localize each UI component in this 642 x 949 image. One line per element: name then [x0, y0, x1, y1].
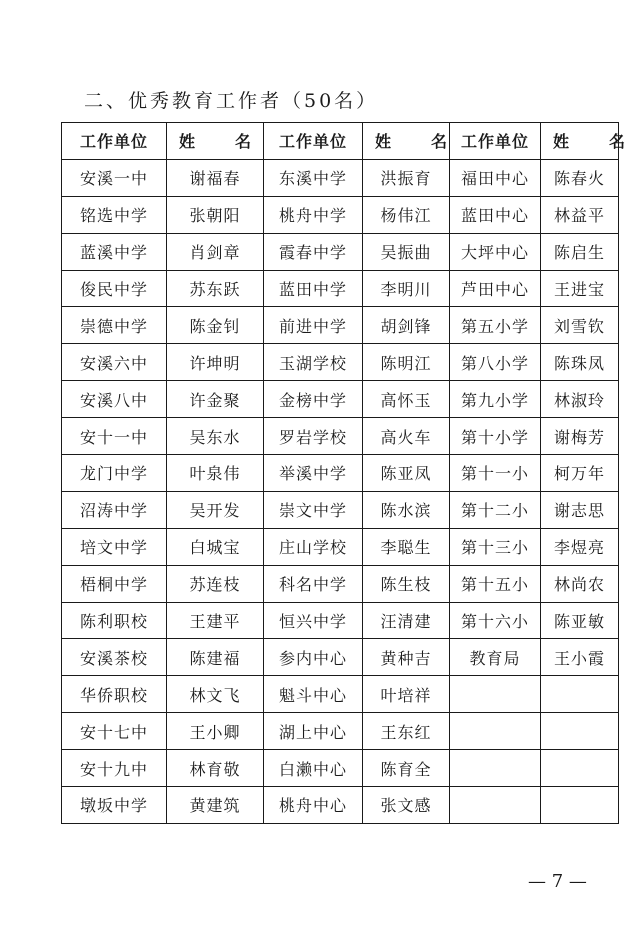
person-name-cell: 吴东水	[167, 418, 264, 455]
person-name-cell: 李煜亮	[541, 528, 619, 565]
person-name-cell: 陈水滨	[363, 491, 450, 528]
person-name-cell	[541, 750, 619, 787]
work-unit-cell: 第十五小	[450, 565, 541, 602]
work-unit-cell: 安十一中	[62, 418, 167, 455]
work-unit-cell: 参内中心	[264, 639, 363, 676]
person-name-cell: 张朝阳	[167, 196, 264, 233]
work-unit-cell: 崇文中学	[264, 491, 363, 528]
person-name-cell: 王进宝	[541, 270, 619, 307]
work-unit-cell: 芦田中心	[450, 270, 541, 307]
person-name-cell: 陈启生	[541, 233, 619, 270]
column-header-unit: 工作单位	[264, 123, 363, 160]
work-unit-cell: 福田中心	[450, 159, 541, 196]
work-unit-cell: 教育局	[450, 639, 541, 676]
work-unit-cell: 龙门中学	[62, 455, 167, 492]
person-name-cell: 王建平	[167, 602, 264, 639]
column-header-name: 姓 名	[167, 123, 264, 160]
person-name-cell: 林文飞	[167, 676, 264, 713]
table-row	[62, 159, 619, 196]
person-name-cell: 许坤明	[167, 344, 264, 381]
person-name-cell: 苏东跃	[167, 270, 264, 307]
column-header-name: 姓 名	[541, 123, 619, 160]
column-header-unit: 工作单位	[450, 123, 541, 160]
work-unit-cell: 桃舟中心	[264, 787, 363, 824]
award-table	[61, 122, 638, 824]
column-header-name: 姓 名	[363, 123, 450, 160]
work-unit-cell: 第十一小	[450, 455, 541, 492]
person-name-cell: 陈亚凤	[363, 455, 450, 492]
work-unit-cell: 安溪八中	[62, 381, 167, 418]
person-name-cell: 黄种吉	[363, 639, 450, 676]
person-name-cell: 王东红	[363, 713, 450, 750]
work-unit-cell	[450, 713, 541, 750]
person-name-cell: 林益平	[541, 196, 619, 233]
table-row	[62, 713, 619, 750]
table-row	[62, 639, 619, 676]
person-name-cell: 林育敬	[167, 750, 264, 787]
table-row	[62, 750, 619, 787]
work-unit-cell: 安十九中	[62, 750, 167, 787]
person-name-cell: 柯万年	[541, 455, 619, 492]
work-unit-cell: 蓝田中心	[450, 196, 541, 233]
work-unit-cell: 蓝田中学	[264, 270, 363, 307]
work-unit-cell: 墩坂中学	[62, 787, 167, 824]
work-unit-cell: 沼涛中学	[62, 491, 167, 528]
work-unit-cell: 庄山学校	[264, 528, 363, 565]
person-name-cell	[541, 676, 619, 713]
person-name-cell: 陈明江	[363, 344, 450, 381]
person-name-cell: 王小霞	[541, 639, 619, 676]
column-header-unit: 工作单位	[62, 123, 167, 160]
work-unit-cell: 第十小学	[450, 418, 541, 455]
work-unit-cell: 第十三小	[450, 528, 541, 565]
work-unit-cell: 前进中学	[264, 307, 363, 344]
person-name-cell: 陈建福	[167, 639, 264, 676]
work-unit-cell: 霞春中学	[264, 233, 363, 270]
person-name-cell: 陈育全	[363, 750, 450, 787]
work-unit-cell: 罗岩学校	[264, 418, 363, 455]
work-unit-cell: 第十二小	[450, 491, 541, 528]
work-unit-cell: 陈利职校	[62, 602, 167, 639]
person-name-cell: 洪振育	[363, 159, 450, 196]
person-name-cell: 高火车	[363, 418, 450, 455]
table-row	[62, 270, 619, 307]
table-row	[62, 676, 619, 713]
person-name-cell: 陈珠凤	[541, 344, 619, 381]
work-unit-cell: 第五小学	[450, 307, 541, 344]
table-row	[62, 565, 619, 602]
person-name-cell: 苏连枝	[167, 565, 264, 602]
work-unit-cell: 大坪中心	[450, 233, 541, 270]
table-header-row	[62, 123, 619, 160]
page-number: — 7 —	[528, 871, 587, 892]
person-name-cell: 黄建筑	[167, 787, 264, 824]
work-unit-cell: 科名中学	[264, 565, 363, 602]
table-row	[62, 381, 619, 418]
person-name-cell: 李明川	[363, 270, 450, 307]
work-unit-cell: 梧桐中学	[62, 565, 167, 602]
person-name-cell: 王小卿	[167, 713, 264, 750]
work-unit-cell: 举溪中学	[264, 455, 363, 492]
person-name-cell: 杨伟江	[363, 196, 450, 233]
work-unit-cell: 恒兴中学	[264, 602, 363, 639]
person-name-cell: 刘雪钦	[541, 307, 619, 344]
person-name-cell	[541, 713, 619, 750]
work-unit-cell: 东溪中学	[264, 159, 363, 196]
person-name-cell: 高怀玉	[363, 381, 450, 418]
work-unit-cell: 安溪茶校	[62, 639, 167, 676]
work-unit-cell: 蓝溪中学	[62, 233, 167, 270]
section-heading: 二、优秀教育工作者（50名）	[84, 90, 379, 112]
person-name-cell: 陈春火	[541, 159, 619, 196]
work-unit-cell: 安溪一中	[62, 159, 167, 196]
work-unit-cell: 第八小学	[450, 344, 541, 381]
work-unit-cell: 金榜中学	[264, 381, 363, 418]
person-name-cell: 陈金钊	[167, 307, 264, 344]
table-body	[62, 159, 619, 823]
person-name-cell: 李聪生	[363, 528, 450, 565]
work-unit-cell: 魁斗中心	[264, 676, 363, 713]
person-name-cell: 谢梅芳	[541, 418, 619, 455]
person-name-cell: 陈生枝	[363, 565, 450, 602]
person-name-cell: 吴开发	[167, 491, 264, 528]
work-unit-cell: 湖上中心	[264, 713, 363, 750]
person-name-cell: 林尚农	[541, 565, 619, 602]
table-row	[62, 491, 619, 528]
work-unit-cell: 第九小学	[450, 381, 541, 418]
person-name-cell: 吴振曲	[363, 233, 450, 270]
table-row	[62, 344, 619, 381]
person-name-cell: 谢志思	[541, 491, 619, 528]
person-name-cell: 叶培祥	[363, 676, 450, 713]
table-row	[62, 528, 619, 565]
person-name-cell: 汪清建	[363, 602, 450, 639]
work-unit-cell: 崇德中学	[62, 307, 167, 344]
person-name-cell: 叶泉伟	[167, 455, 264, 492]
person-name-cell: 谢福春	[167, 159, 264, 196]
work-unit-cell: 玉湖学校	[264, 344, 363, 381]
table-row	[62, 418, 619, 455]
person-name-cell: 白城宝	[167, 528, 264, 565]
work-unit-cell: 安溪六中	[62, 344, 167, 381]
work-unit-cell	[450, 787, 541, 824]
work-unit-cell: 桃舟中学	[264, 196, 363, 233]
person-name-cell: 张文感	[363, 787, 450, 824]
person-name-cell: 许金聚	[167, 381, 264, 418]
person-name-cell: 陈亚敏	[541, 602, 619, 639]
work-unit-cell: 铭选中学	[62, 196, 167, 233]
person-name-cell: 林淑玲	[541, 381, 619, 418]
person-name-cell	[541, 787, 619, 824]
person-name-cell: 胡剑锋	[363, 307, 450, 344]
work-unit-cell: 华侨职校	[62, 676, 167, 713]
person-name-cell: 肖剑章	[167, 233, 264, 270]
work-unit-cell: 第十六小	[450, 602, 541, 639]
work-unit-cell: 俊民中学	[62, 270, 167, 307]
work-unit-cell: 白濑中心	[264, 750, 363, 787]
table-row	[62, 602, 619, 639]
work-unit-cell: 培文中学	[62, 528, 167, 565]
work-unit-cell	[450, 676, 541, 713]
work-unit-cell: 安十七中	[62, 713, 167, 750]
table-row	[62, 455, 619, 492]
table-row	[62, 196, 619, 233]
table-row	[62, 307, 619, 344]
table-row	[62, 233, 619, 270]
work-unit-cell	[450, 750, 541, 787]
table-row	[62, 787, 619, 824]
